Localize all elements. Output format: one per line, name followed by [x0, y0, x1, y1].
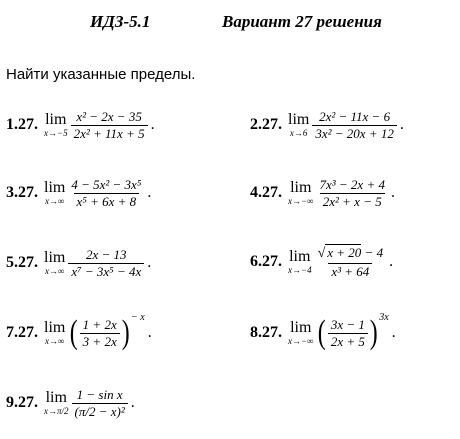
period: .: [147, 324, 152, 341]
header-title: ИДЗ-5.1: [90, 12, 151, 31]
period: .: [389, 253, 394, 271]
fraction: [80, 318, 120, 348]
problem-number: 4.27.: [250, 184, 282, 202]
close-paren: ): [121, 314, 130, 351]
limit-subscript: x→−4: [288, 265, 312, 276]
radicand: x + 20: [327, 245, 362, 260]
period: .: [130, 394, 135, 412]
fraction: [68, 248, 144, 278]
fraction: [328, 318, 368, 348]
problem-2: [250, 110, 404, 140]
problem-number: 3.27.: [6, 184, 38, 202]
limit-operator: [44, 320, 65, 346]
fraction: [68, 178, 144, 208]
fraction: [316, 178, 387, 208]
problem-7: [6, 312, 152, 351]
lim-word: lim: [289, 248, 311, 266]
denominator: 2x² + 11x + 5: [71, 125, 148, 141]
denominator: 3 + 2x: [80, 333, 120, 349]
fraction: [71, 110, 148, 140]
numerator: 2x − 13: [86, 247, 127, 262]
problem-number: 7.27.: [6, 324, 38, 341]
fraction: [72, 388, 128, 418]
denominator: 2x² + x − 5: [320, 193, 385, 209]
limit-operator: [44, 390, 69, 416]
exponent: − x: [131, 312, 145, 323]
limit-operator: [288, 249, 312, 275]
limit-subscript: x→∞: [44, 196, 65, 207]
problem-3: [6, 178, 151, 208]
numerator: 2x² − 11x − 6: [319, 109, 391, 124]
limit-operator: [44, 112, 68, 138]
lim-word: lim: [288, 111, 310, 129]
lim-word: lim: [290, 319, 312, 336]
period: .: [147, 184, 152, 202]
limit-subscript: x→−5: [44, 128, 68, 139]
limit-subscript: x→∞: [44, 266, 65, 277]
lim-word: lim: [45, 389, 67, 407]
limit-subscript: x→π/2: [44, 406, 69, 417]
lim-word: lim: [290, 179, 312, 197]
period: .: [390, 184, 395, 202]
header-variant: Вариант 27 решения: [222, 12, 382, 31]
problem-5: [6, 248, 151, 278]
lim-word: lim: [44, 179, 66, 197]
instruction-text: Найти указанные пределы.: [6, 66, 196, 83]
problem-number: 2.27.: [250, 116, 282, 134]
period: .: [391, 324, 396, 341]
numerator: x² − 2x − 35: [76, 109, 142, 124]
problem-number: 5.27.: [6, 254, 38, 272]
problem-6: [250, 246, 393, 278]
limit-operator: [288, 180, 313, 206]
limit-operator: [288, 320, 313, 346]
lim-word: lim: [44, 319, 66, 336]
denominator: (π/2 − x)²: [72, 403, 128, 419]
numerator: 7x³ − 2x + 4: [319, 177, 385, 192]
problem-9: [6, 388, 135, 418]
denominator: 2x + 5: [328, 333, 368, 349]
limit-operator: [288, 112, 309, 138]
period: .: [147, 254, 152, 272]
numerator: [315, 246, 387, 263]
sqrt-icon: √: [317, 246, 326, 261]
limit-operator: [44, 180, 65, 206]
limit-subscript: x→−∞: [288, 336, 314, 346]
limit-subscript: x→6: [289, 128, 308, 139]
limit-operator: [44, 250, 65, 276]
numerator: 1 − sin x: [76, 387, 123, 402]
problem-1: [6, 110, 155, 140]
numerator: 3x − 1: [330, 316, 365, 332]
problem-number: 8.27.: [250, 324, 282, 341]
numerator: 4 − 5x² − 3x⁵: [71, 177, 142, 192]
fraction: [312, 110, 396, 140]
denominator: x³ + 64: [328, 263, 372, 279]
numerator-tail: − 4: [361, 245, 384, 260]
open-paren: (: [70, 314, 78, 351]
close-paren: ): [369, 314, 378, 351]
problem-number: 6.27.: [250, 253, 282, 271]
numerator: 1 + 2x: [82, 316, 117, 332]
denominator: x⁷ − 3x⁵ − 4x: [68, 263, 144, 279]
problem-number: 1.27.: [6, 116, 38, 134]
period: .: [150, 116, 155, 134]
denominator: x⁵ + 6x + 8: [74, 193, 140, 209]
limit-subscript: x→−∞: [288, 196, 314, 207]
problem-4: [250, 178, 395, 208]
lim-word: lim: [44, 249, 66, 267]
lim-word: lim: [45, 111, 67, 129]
open-paren: (: [318, 314, 327, 351]
problem-8: [250, 312, 396, 351]
limit-subscript: x→∞: [44, 336, 65, 346]
denominator: 3x² − 20x + 12: [312, 125, 396, 141]
period: .: [399, 116, 404, 134]
fraction: [315, 246, 387, 278]
problem-number: 9.27.: [6, 394, 38, 412]
exponent: 3x: [379, 312, 389, 323]
